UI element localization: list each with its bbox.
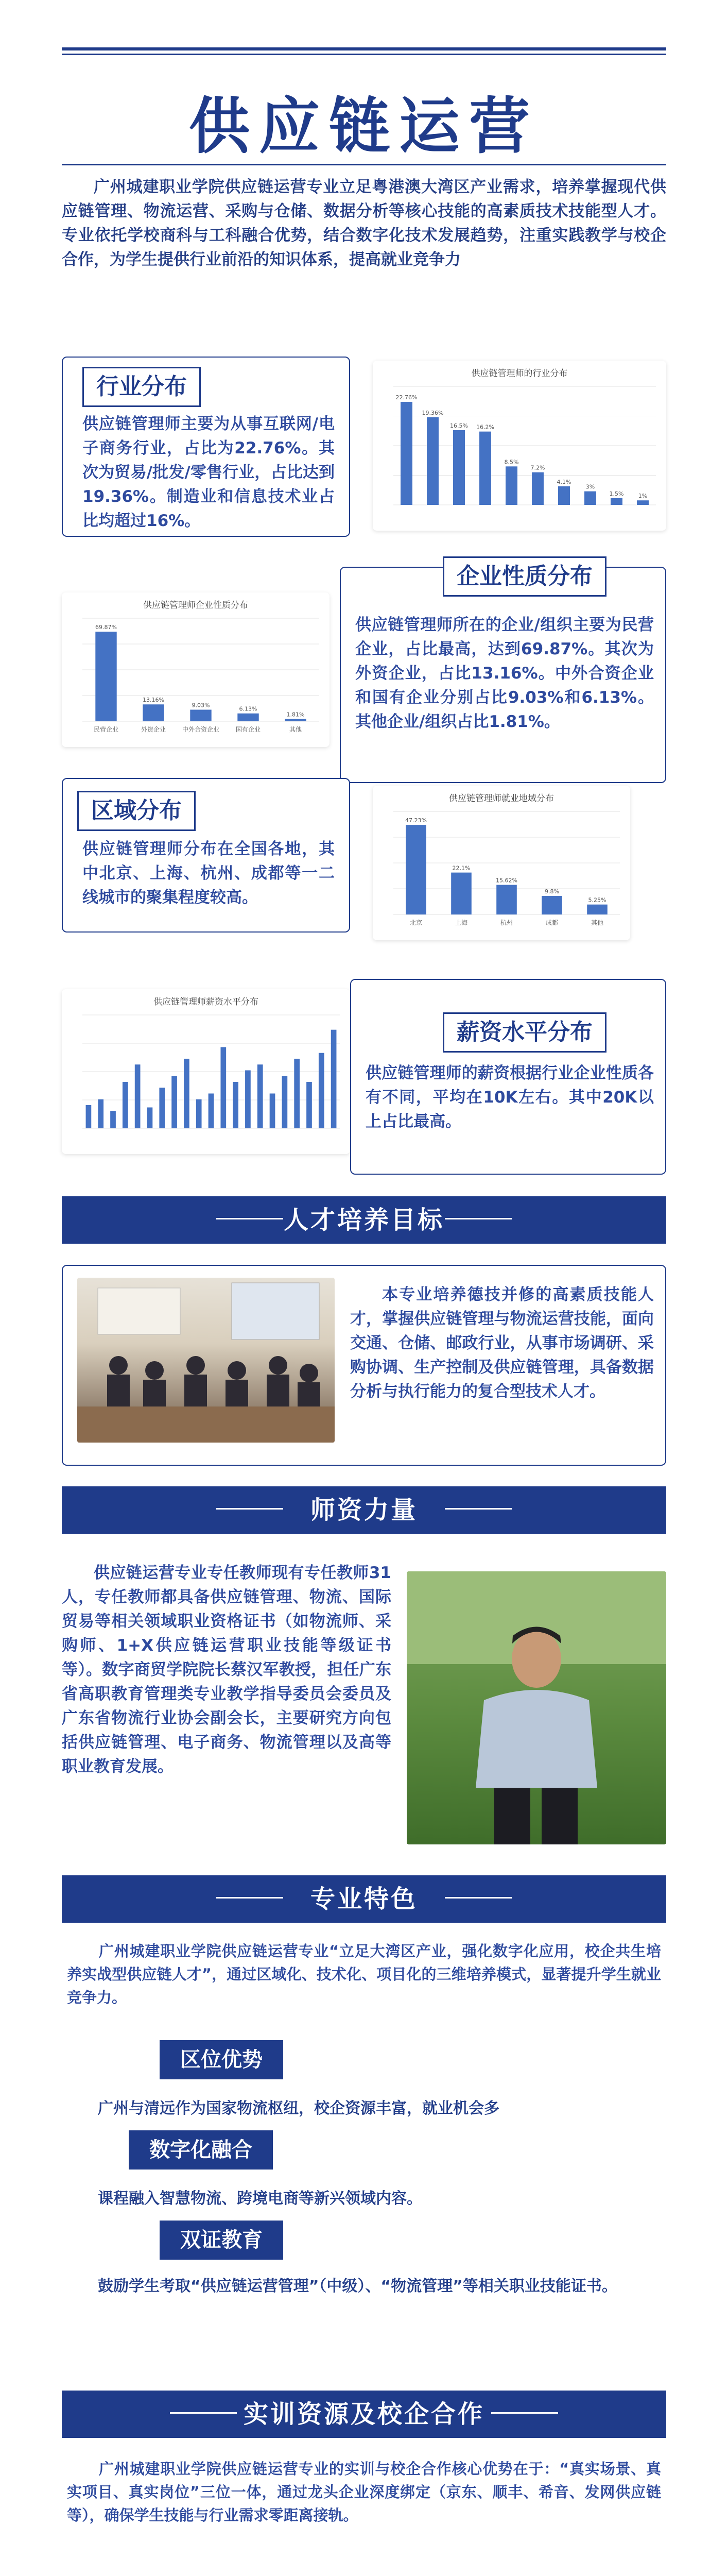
feature-text-location: 广州与清远作为国家物流枢纽，校企资源丰富，就业机会多 bbox=[98, 2099, 499, 2117]
chart-bar bbox=[331, 1030, 337, 1128]
region-tag: 区域分布 bbox=[77, 791, 196, 831]
title-underline bbox=[62, 164, 666, 165]
chart-bar bbox=[86, 1105, 92, 1128]
chart-bar bbox=[270, 1093, 275, 1128]
chart-bar bbox=[479, 432, 491, 505]
data-label: 1.81% bbox=[286, 711, 305, 718]
classroom-photo bbox=[77, 1278, 335, 1443]
data-label: 8.5% bbox=[504, 459, 519, 466]
chart-bar bbox=[220, 1047, 226, 1128]
chart-bar bbox=[496, 885, 517, 914]
salary-text: 供应链管理师的薪资根据行业企业性质各有不同，平均在10K左右。其中20K以上占比最高。 bbox=[366, 1064, 654, 1131]
data-label: 9.03% bbox=[192, 702, 210, 709]
chart-bar bbox=[171, 1076, 177, 1128]
data-label: 16.2% bbox=[476, 423, 494, 431]
chart-bar bbox=[319, 1053, 324, 1128]
data-label: 1.5% bbox=[609, 490, 624, 497]
chart-bar bbox=[294, 1059, 300, 1128]
classroom-photo-art bbox=[77, 1278, 335, 1443]
chart-bar bbox=[245, 1070, 251, 1128]
industry-text: 供应链管理师主要为从事互联网/电子商务行业，占比为22.76%。其次为贸易/批发/零售行业，占比达到19.36%。制造业和信息技术业占比均超过16%。 bbox=[82, 415, 335, 530]
teachers-banner: 师资力量 bbox=[62, 1486, 666, 1534]
chart-svg bbox=[62, 592, 330, 747]
intro-paragraph: 广州城建职业学院供应链运营专业立足粤港澳大湾区产业需求，培养掌握现代供应链管理、物流运营、采购与仓储、数据分析等核心技能的高素质技术技能型人才。专业依托学校商科与工科融合优势，结合数字化技术发展趋势，注重实践教学与校企合作，为学生提供行业前沿的知识体系，提高就业竞争力 bbox=[62, 178, 666, 269]
talent-banner: 人才培养目标 bbox=[62, 1196, 666, 1244]
data-label: 3% bbox=[585, 483, 595, 490]
chart-bar bbox=[233, 1082, 238, 1128]
region-chart-title: 供应链管理师就业地域分布 bbox=[449, 793, 554, 804]
data-label: 19.36% bbox=[422, 409, 444, 416]
chart-bar bbox=[282, 1076, 288, 1128]
tick-label: 杭州 bbox=[500, 919, 513, 926]
chart-bar bbox=[196, 1099, 202, 1128]
chart-bar bbox=[506, 466, 517, 505]
chart-bar bbox=[159, 1088, 165, 1128]
data-label: 9.8% bbox=[545, 888, 559, 895]
chart-bar bbox=[401, 402, 412, 505]
chart-bar bbox=[558, 486, 570, 505]
chart-bar bbox=[98, 1099, 103, 1128]
chart-bar bbox=[451, 873, 472, 914]
resources-text: 广州城建职业学院供应链运营专业的实训与校企合作核心优势在于：“真实场景、真实项目、真实岗位”三位一体，通过龙头企业深度绑定（京东、顺丰、希音、发网供应链等），确保学生技能与行业需求零距离接轨。 bbox=[67, 2460, 661, 2524]
salary-chart-title: 供应链管理师薪资水平分布 bbox=[153, 997, 258, 1007]
tick-label: 外资企业 bbox=[141, 726, 166, 733]
chart-svg bbox=[373, 786, 630, 940]
page-title: 供应链运营 bbox=[188, 91, 539, 162]
chart-bar bbox=[123, 1082, 128, 1128]
industry-tag: 行业分布 bbox=[82, 367, 201, 407]
chart-bar bbox=[257, 1064, 263, 1128]
data-label: 16.5% bbox=[450, 422, 468, 430]
chart-bar bbox=[237, 714, 258, 721]
header-rule bbox=[62, 47, 666, 50]
tick-label: 上海 bbox=[455, 919, 468, 926]
chart-bar bbox=[190, 710, 211, 721]
chart-bar bbox=[110, 1111, 116, 1128]
teachers-text: 供应链运营专业专任教师现有专任教师31人，专任教师都具备供应链管理、物流、国际贸易等相关领域职业资格证书（如物流师、采购师、1+X供应链运营职业技能等级证书等）。数字商贸学院院长蔡汉军教授，担任广东省高职教育管理类专业教学指导委员会委员及广东省物流行业协会副会长，主要研究方向包括供应链管理、电子商务、物流管理以及高等职业教育发展。 bbox=[62, 1564, 391, 1776]
feature-text-digital: 课程融入智慧物流、跨境电商等新兴领域内容。 bbox=[98, 2190, 422, 2208]
chart-bar bbox=[427, 417, 439, 505]
data-label: 1% bbox=[638, 493, 648, 500]
tick-label: 国有企业 bbox=[235, 726, 261, 733]
data-label: 4.1% bbox=[557, 478, 571, 485]
data-label: 69.87% bbox=[95, 624, 117, 631]
features-text: 广州城建职业学院供应链运营专业“立足大湾区产业，强化数字化应用，校企共生培养实战型供应链人才”，通过区域化、技术化、项目化的三维培养模式，显著提升学生就业竞争力。 bbox=[67, 1942, 661, 2006]
chart-bar bbox=[209, 1093, 214, 1128]
chart-bar bbox=[306, 1082, 312, 1128]
data-label: 6.13% bbox=[239, 705, 257, 713]
tick-label: 中外合资企业 bbox=[182, 726, 220, 733]
chart-bar bbox=[285, 719, 306, 721]
chart-bar bbox=[406, 825, 426, 914]
region-text: 供应链管理师分布在全国各地，其中北京、上海、杭州、成都等一二线城市的聚集程度较高。 bbox=[82, 840, 335, 907]
resources-banner: 实训资源及校企合作 bbox=[62, 2391, 666, 2438]
company-tag: 企业性质分布 bbox=[443, 556, 606, 597]
data-label: 5.25% bbox=[588, 896, 606, 904]
chart-bar bbox=[184, 1059, 189, 1128]
chart-bar bbox=[95, 632, 116, 721]
data-label: 22.1% bbox=[452, 865, 471, 872]
region-chart bbox=[373, 786, 630, 940]
chart-bar bbox=[542, 896, 562, 914]
chart-bar bbox=[453, 430, 465, 505]
feature-label-digital: 数字化融合 bbox=[129, 2130, 273, 2170]
company-chart bbox=[62, 592, 330, 747]
chart-bar bbox=[532, 472, 544, 505]
features-banner: 专业特色 bbox=[62, 1875, 666, 1923]
salary-chart bbox=[62, 989, 350, 1154]
industry-chart bbox=[373, 361, 666, 531]
data-label: 47.23% bbox=[405, 817, 427, 824]
chart-bar bbox=[587, 905, 608, 914]
company-text: 供应链管理师所在的企业/组织主要为民营企业，占比最高，达到69.87%。其次为外资企业，占比13.16%。中外合资企业和国有企业分别占比9.03%和6.13%。其他企业/组织占比1.81%。 bbox=[355, 616, 654, 731]
tick-label: 其他 bbox=[289, 726, 302, 733]
tick-label: 其他 bbox=[591, 919, 604, 926]
chart-bar bbox=[143, 704, 164, 721]
data-label: 7.2% bbox=[530, 464, 545, 471]
data-label: 13.16% bbox=[143, 697, 164, 704]
industry-chart-title: 供应链管理师的行业分布 bbox=[471, 368, 568, 379]
chart-bar bbox=[135, 1064, 141, 1128]
talent-text: 本专业培养德技并修的高素质技能人才，掌握供应链管理与物流运营技能，面向交通、仓储、邮政行业，从事市场调研、采购协调、生产控制及供应链管理，具备数据分析与执行能力的复合型技术人才。 bbox=[350, 1285, 654, 1401]
company-chart-title: 供应链管理师企业性质分布 bbox=[143, 600, 248, 611]
salary-tag: 薪资水平分布 bbox=[443, 1012, 606, 1053]
chart-bar bbox=[637, 500, 649, 505]
chart-bar bbox=[584, 492, 596, 505]
feature-label-location: 区位优势 bbox=[160, 2040, 283, 2079]
tick-label: 北京 bbox=[409, 919, 423, 926]
data-label: 15.62% bbox=[496, 877, 517, 884]
teacher-photo-art bbox=[407, 1571, 666, 1844]
header-rule-thin bbox=[62, 54, 666, 55]
feature-label-certificate: 双证教育 bbox=[160, 2221, 283, 2260]
tick-label: 成都 bbox=[545, 919, 559, 926]
chart-svg bbox=[62, 989, 350, 1154]
chart-bar bbox=[611, 498, 622, 505]
tick-label: 民营企业 bbox=[93, 726, 119, 733]
feature-text-certificate: 鼓励学生考取“供应链运营管理”（中级）、“物流管理”等相关职业技能证书。 bbox=[98, 2277, 617, 2295]
teacher-photo bbox=[407, 1571, 666, 1844]
chart-bar bbox=[147, 1107, 153, 1128]
chart-svg bbox=[373, 361, 666, 531]
data-label: 22.76% bbox=[395, 394, 418, 401]
